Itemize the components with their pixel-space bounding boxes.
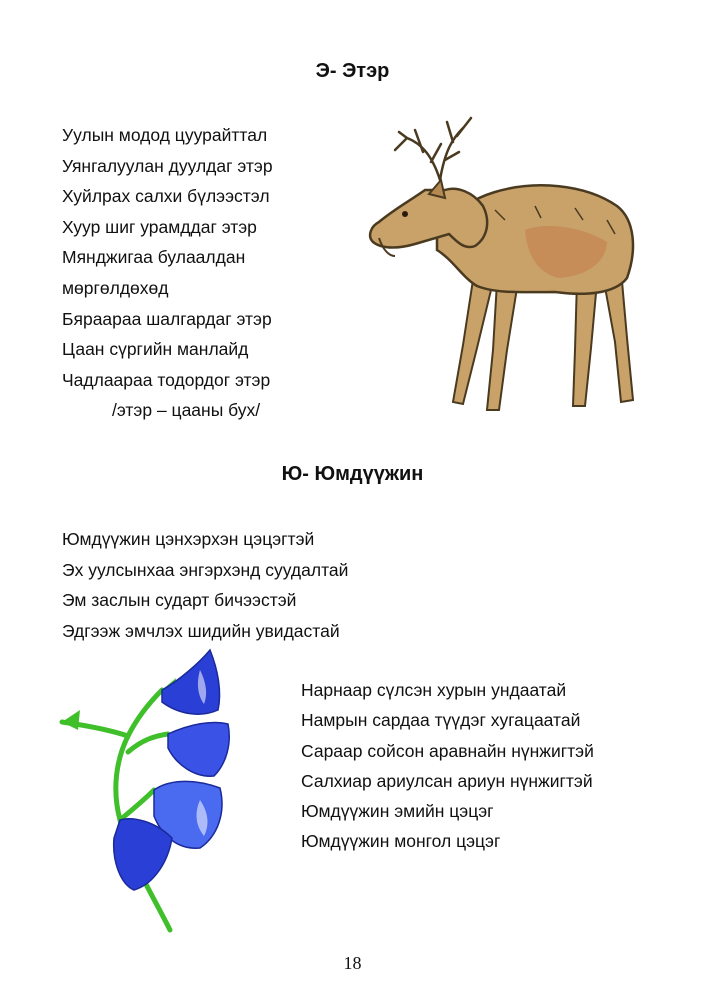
poem-line: Эм заслын сударт бичээстэй <box>62 590 297 611</box>
poem-line: Нарнаар сүлсэн хурын ундаатай <box>301 680 567 700</box>
moose-icon <box>345 110 645 420</box>
poem-line: Уянгалуулан дуулдаг этэр <box>62 155 273 176</box>
poem-line: Сараар сойсон аравнайн нүнжигтэй <box>301 740 594 761</box>
poem-line: Салхиар ариулсан ариун нүнжигтэй <box>301 770 593 791</box>
section-title-eter: Э- Этэр <box>315 60 390 82</box>
poem-line: Хуур шиг урамддаг этэр <box>62 216 257 237</box>
poem-line: Бяраараа шалгардаг этэр <box>62 308 272 329</box>
poem-yumduuzhin-part2 <box>301 675 594 857</box>
poem-note: /этэр – цааны бух/ <box>112 400 261 421</box>
poem-line: мөргөлдөхөд <box>62 277 169 298</box>
poem-line: Цаан сүргийн манлайд <box>62 339 249 360</box>
poem-line: Эдгээж эмчлэх шидийн увидастай <box>62 621 340 642</box>
poem-line: Юмдүүжин монгол цэцэг <box>301 831 501 852</box>
poem-line: Уулын модод цуурайттал <box>62 125 268 145</box>
poem-yumduuzhin-part1 <box>62 524 348 647</box>
poem-line: Эх уулсынхаа энгэрхэнд суудалтай <box>62 559 349 580</box>
poem-line: Юмдүүжин эмийн цэцэг <box>301 801 494 822</box>
poem-line: Юмдүүжин цэнхэрхэн цэцэгтэй <box>62 529 315 549</box>
poem-line: Намрын сардаа түүдэг хугацаатай <box>301 710 581 731</box>
page-number: 18 <box>343 953 362 973</box>
section-title-yumduuzhin: Ю- Юмдүүжин <box>281 463 424 485</box>
bluebell-flower-icon <box>50 640 250 945</box>
poem-eter <box>62 120 273 426</box>
poem-line: Мянджигаа булаалдан <box>62 247 246 268</box>
poem-line: Чадлаараа тодордог этэр <box>62 369 271 390</box>
poem-line: Хуйлрах салхи бүлээстэл <box>62 186 270 207</box>
